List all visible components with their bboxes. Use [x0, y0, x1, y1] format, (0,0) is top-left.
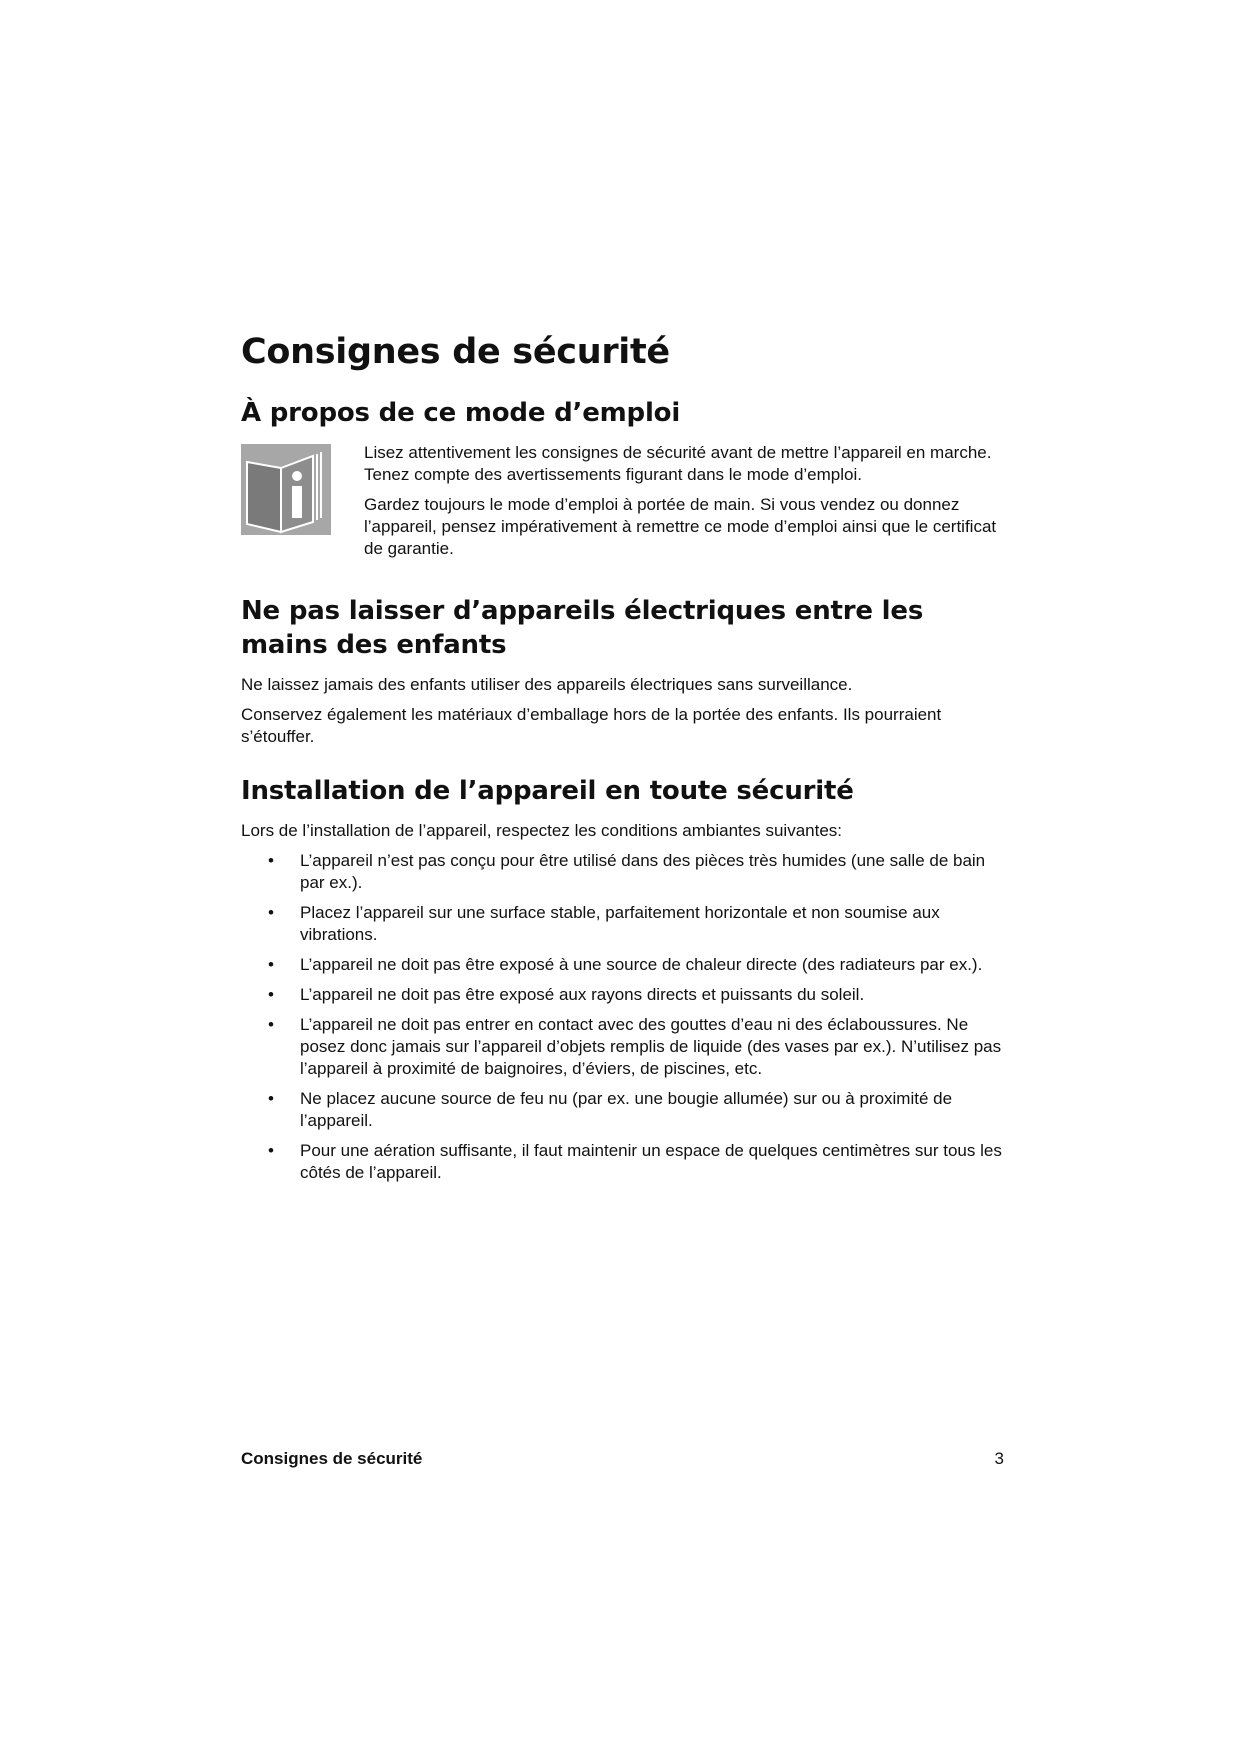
- page-footer: [241, 1448, 1004, 1470]
- section-children: [241, 594, 1004, 748]
- list-item-text: L’appareil ne doit pas entrer en contact avec des gouttes d’eau ni des éclaboussures. Ne posez donc jamais sur l’appareil d’objets remplis de liquide (des vases par ex.). N’utilisez pas l’appareil à proximité de baignoires, d’éviers, de piscines, etc.: [300, 1015, 1002, 1078]
- section-install: [241, 774, 1004, 1184]
- list-item-text: Ne placez aucune source de feu nu (par ex. une bougie allumée) sur ou à proximité de l’appareil.: [300, 1089, 953, 1130]
- list-item-text: L’appareil n’est pas conçu pour être utilisé dans des pièces très humides (une salle de bain par ex.).: [300, 851, 986, 892]
- about-row: [241, 442, 1004, 568]
- list-item-text: L’appareil ne doit pas être exposé à une source de chaleur directe (des radiateurs par ex.).: [300, 955, 983, 974]
- section-install-heading: Installation de l’appareil en toute sécurité: [241, 776, 854, 806]
- page-number: 3: [994, 1449, 1004, 1468]
- list-item: [241, 1088, 1004, 1132]
- bullet-icon: •: [268, 955, 274, 974]
- list-item: [241, 902, 1004, 946]
- section-about-heading: À propos de ce mode d’emploi: [241, 398, 681, 428]
- footer-title: Consignes de sécurité: [241, 1449, 423, 1468]
- about-paragraph-2: Gardez toujours le mode d’emploi à portée de main. Si vous vendez ou donnez l’appareil, pensez impérativement à remettre ce mode d’emploi ainsi que le certificat de garantie.: [364, 495, 997, 558]
- about-text: [364, 442, 1004, 568]
- page-title: Consignes de sécurité: [241, 332, 670, 372]
- about-paragraph-1: Lisez attentivement les consignes de sécurité avant de mettre l’appareil en marche. Tenez compte des avertissements figurant dans le mode d’emploi.: [364, 443, 992, 484]
- bullet-icon: •: [268, 903, 274, 922]
- bullet-icon: •: [268, 1141, 274, 1160]
- page-content: [241, 330, 1004, 1210]
- list-item: [241, 1140, 1004, 1184]
- section-about: [241, 396, 1004, 568]
- list-item-text: Placez l’appareil sur une surface stable, parfaitement horizontale et non soumise aux vibrations.: [300, 903, 940, 944]
- list-item: [241, 954, 1004, 976]
- install-list: [241, 850, 1004, 1184]
- install-intro: Lors de l’installation de l’appareil, respectez les conditions ambiantes suivantes:: [241, 821, 843, 840]
- list-item: [241, 984, 1004, 1006]
- bullet-icon: •: [268, 851, 274, 870]
- section-children-heading: Ne pas laisser d’appareils électriques entre les mains des enfants: [241, 596, 924, 660]
- list-item: [241, 1014, 1004, 1080]
- list-item-text: Pour une aération suffisante, il faut maintenir un espace de quelques centimètres sur tous les côtés de l’appareil.: [300, 1141, 1002, 1182]
- bullet-icon: •: [268, 1089, 274, 1108]
- list-item-text: L’appareil ne doit pas être exposé aux rayons directs et puissants du soleil.: [300, 985, 865, 1004]
- bullet-icon: •: [268, 985, 274, 1004]
- info-book-icon: [241, 444, 331, 535]
- children-paragraph-1: Ne laissez jamais des enfants utiliser des appareils électriques sans surveillance.: [241, 675, 853, 694]
- list-item: [241, 850, 1004, 894]
- children-paragraph-2: Conservez également les matériaux d’emballage hors de la portée des enfants. Ils pourraient s’étouffer.: [241, 705, 942, 746]
- bullet-icon: •: [268, 1015, 274, 1034]
